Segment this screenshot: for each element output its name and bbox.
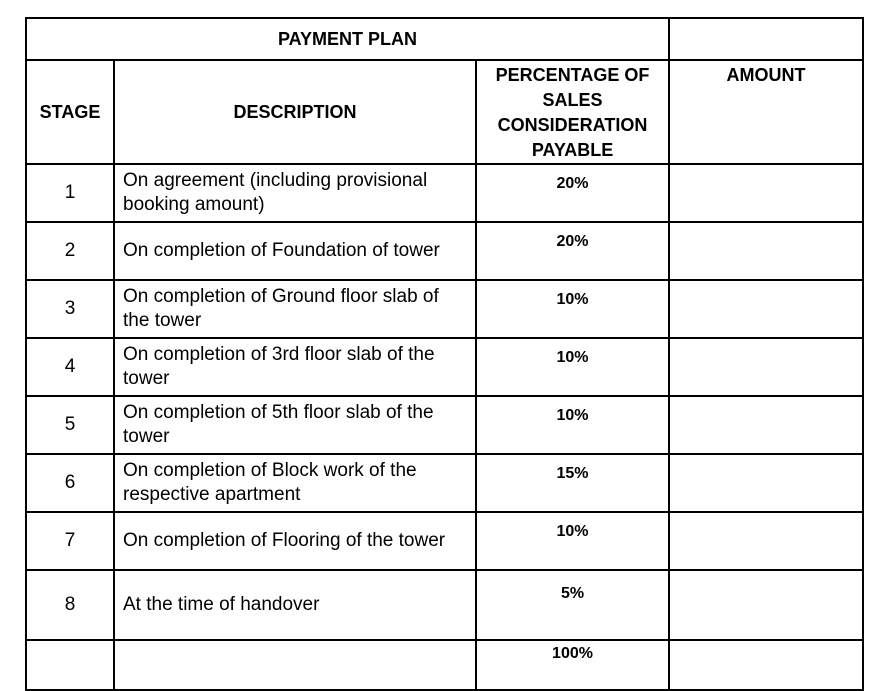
table-row	[26, 280, 863, 338]
table-row	[26, 512, 863, 570]
description-cell: On completion of Flooring of the tower	[114, 512, 476, 570]
table-row	[26, 454, 863, 512]
total-row	[26, 640, 863, 690]
title-blank-cell	[669, 18, 863, 60]
header-stage: STAGE	[26, 60, 114, 164]
stage-cell: 6	[26, 454, 114, 512]
total-stage-blank	[26, 640, 114, 690]
stage-cell: 5	[26, 396, 114, 454]
amount-cell	[669, 222, 863, 280]
amount-cell	[669, 164, 863, 222]
percentage-cell: 20%	[476, 164, 669, 222]
table-row	[26, 164, 863, 222]
stage-cell: 3	[26, 280, 114, 338]
percentage-cell: 10%	[476, 338, 669, 396]
total-description-blank	[114, 640, 476, 690]
amount-cell	[669, 338, 863, 396]
stage-cell: 2	[26, 222, 114, 280]
table-row	[26, 222, 863, 280]
amount-cell	[669, 396, 863, 454]
table-row	[26, 396, 863, 454]
description-cell: On completion of Ground floor slab of the tower	[114, 280, 476, 338]
percentage-cell: 10%	[476, 280, 669, 338]
amount-cell	[669, 570, 863, 640]
amount-cell	[669, 280, 863, 338]
header-amount: AMOUNT	[669, 60, 863, 164]
header-percentage: PERCENTAGE OF SALES CONSIDERATION PAYABLE	[476, 60, 669, 164]
description-cell: On agreement (including provisional booking amount)	[114, 164, 476, 222]
description-cell: On completion of 5th floor slab of the tower	[114, 396, 476, 454]
header-description: DESCRIPTION	[114, 60, 476, 164]
description-cell: On completion of 3rd floor slab of the tower	[114, 338, 476, 396]
stage-cell: 1	[26, 164, 114, 222]
percentage-cell: 5%	[476, 570, 669, 640]
table-row	[26, 570, 863, 640]
header-row	[26, 60, 863, 164]
stage-cell: 4	[26, 338, 114, 396]
stage-cell: 8	[26, 570, 114, 640]
amount-cell	[669, 512, 863, 570]
description-cell: On completion of Block work of the respective apartment	[114, 454, 476, 512]
percentage-cell: 10%	[476, 512, 669, 570]
description-cell: On completion of Foundation of tower	[114, 222, 476, 280]
table-row	[26, 338, 863, 396]
percentage-cell: 15%	[476, 454, 669, 512]
payment-plan-table	[25, 17, 864, 691]
description-cell: At the time of handover	[114, 570, 476, 640]
table-title: PAYMENT PLAN	[26, 18, 669, 60]
total-percentage: 100%	[476, 640, 669, 690]
stage-cell: 7	[26, 512, 114, 570]
amount-cell	[669, 454, 863, 512]
percentage-cell: 20%	[476, 222, 669, 280]
title-row	[26, 18, 863, 60]
total-amount-blank	[669, 640, 863, 690]
percentage-cell: 10%	[476, 396, 669, 454]
